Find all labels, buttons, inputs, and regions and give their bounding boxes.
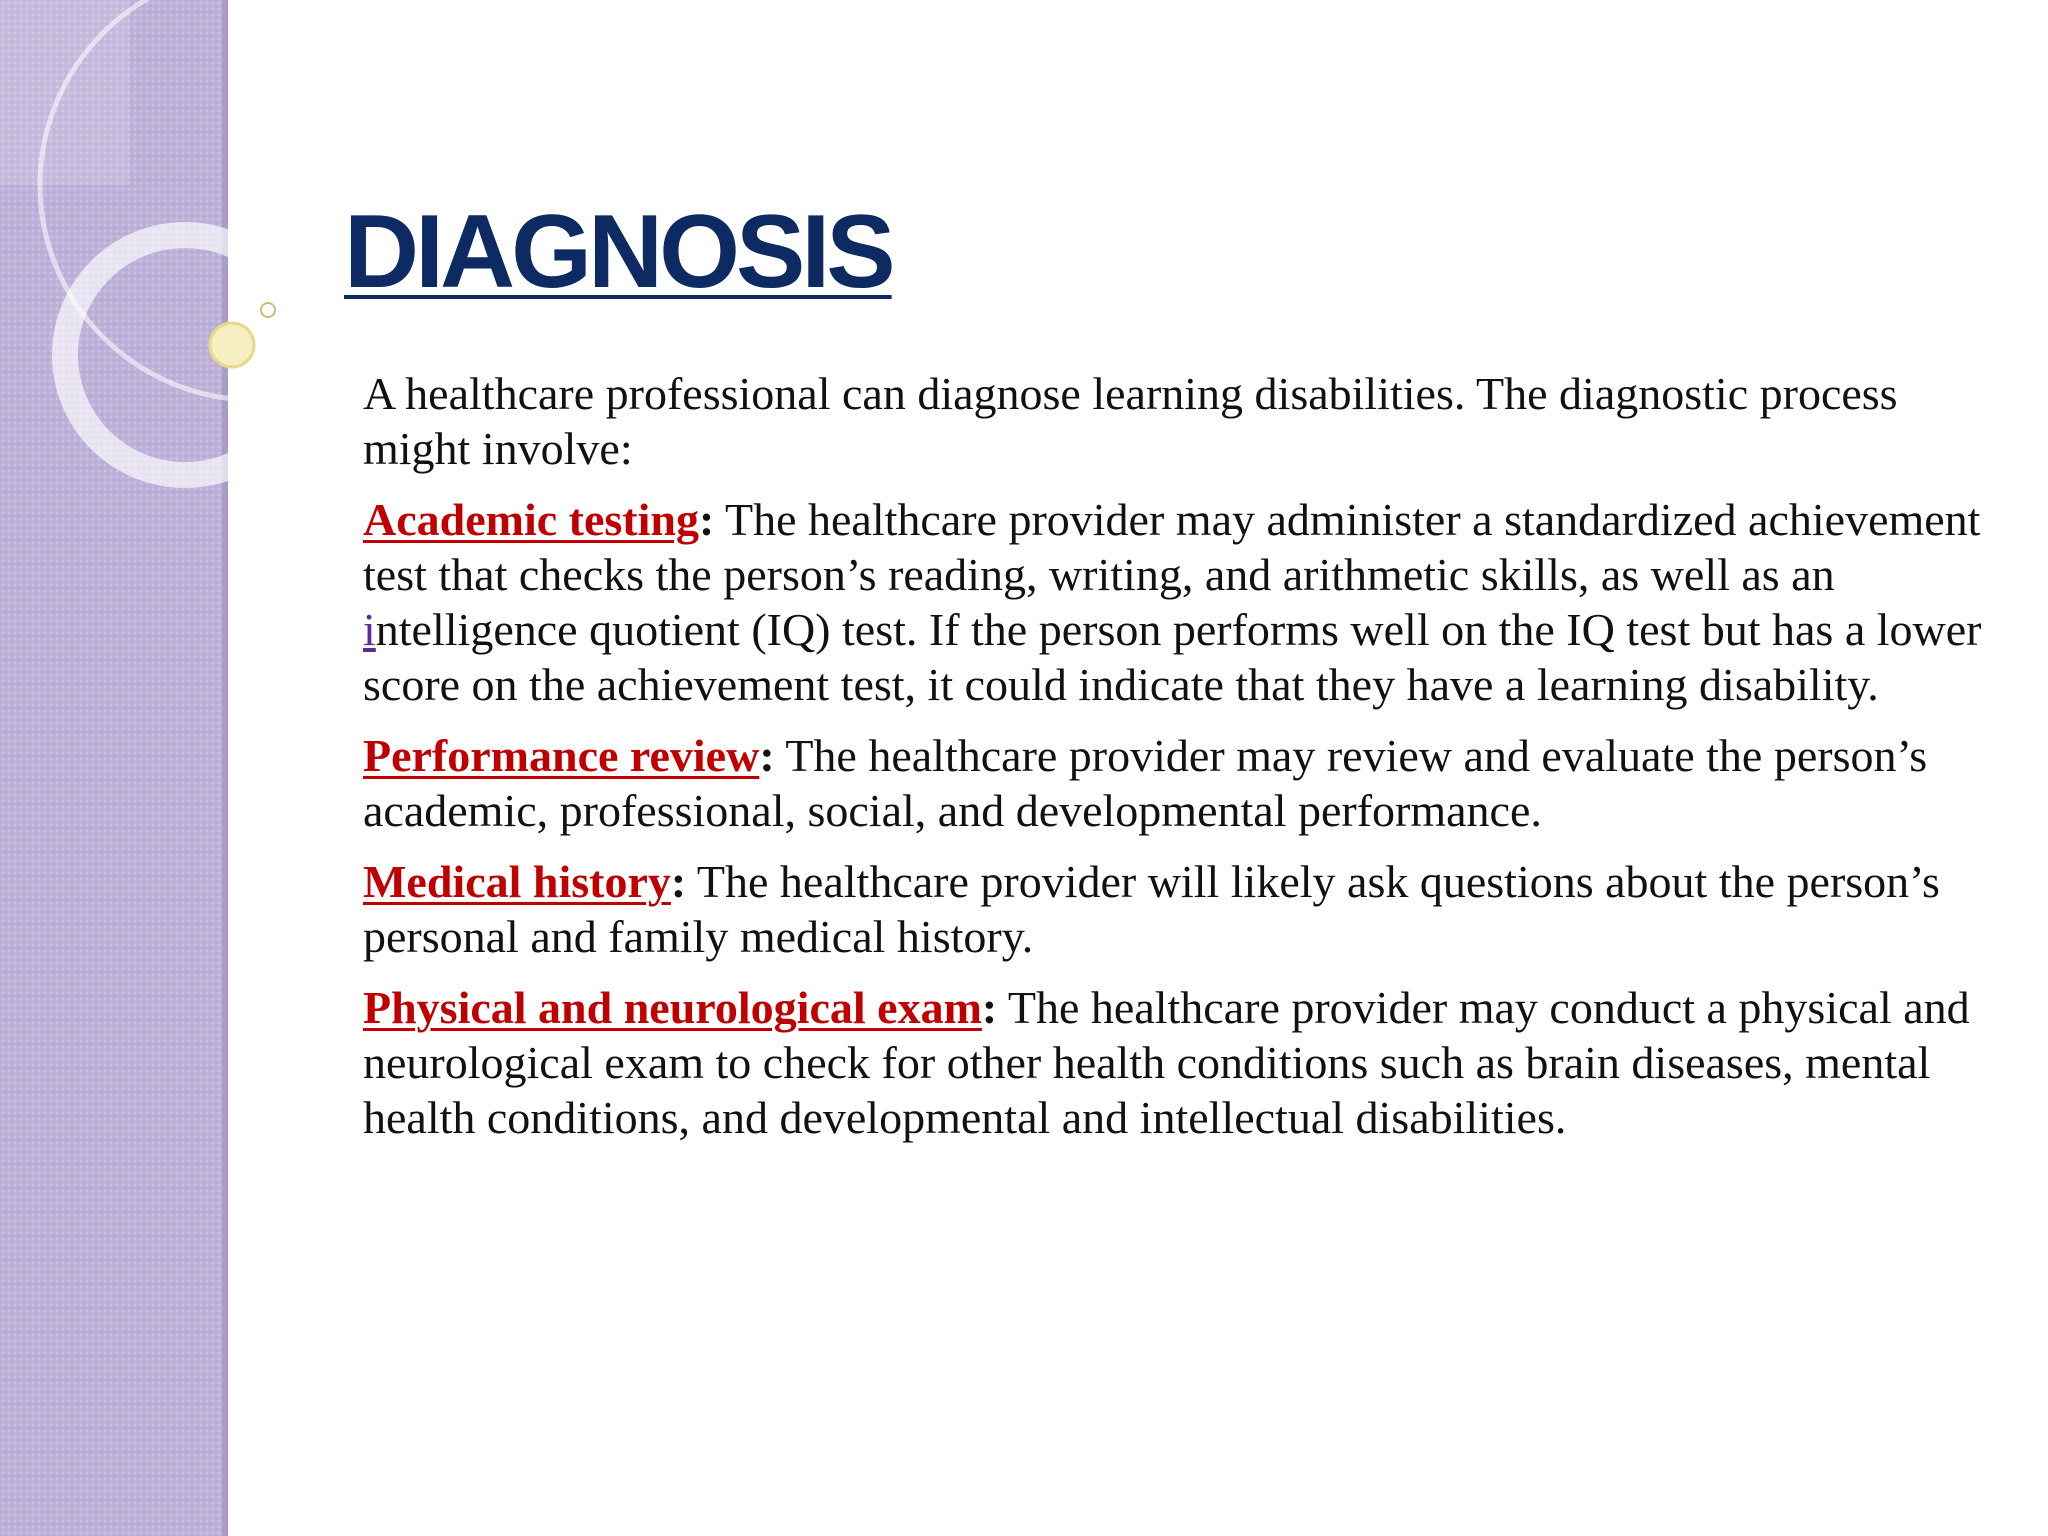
item-text: The healthcare provider may administer a standardized achievement test that checks the person’s reading, writing, and arithmetic skills, as well as an <box>363 494 1981 600</box>
yellow-dot-shape <box>210 323 254 367</box>
slide-body <box>363 366 2003 1161</box>
term-academic-testing[interactable]: Academic testing <box>363 494 699 545</box>
item-text: The healthcare provider will likely ask questions about the person’s personal and family medical history. <box>363 856 1940 962</box>
intro-paragraph: A healthcare professional can diagnose learning disabilities. The diagnostic process might involve: <box>363 368 1898 474</box>
small-ring-shape <box>261 303 275 317</box>
term-colon: : <box>670 856 687 907</box>
decorative-circles <box>0 0 300 520</box>
item-academic-testing <box>363 492 2003 712</box>
term-colon: : <box>981 982 998 1033</box>
item-text: The healthcare provider may review and evaluate the person’s academic, professional, social, and developmental performance. <box>363 730 1928 836</box>
item-text-continued: ntelligence quotient (IQ) test. If the person performs well on the IQ test but has a lower score on the achievement test, it could indicate that they have a learning disability. <box>363 604 1982 710</box>
item-medical-history <box>363 854 2003 964</box>
item-text: The healthcare provider may conduct a physical and neurological exam to check for other health conditions such as brain diseases, mental health conditions, and developmental and intellectual disabilities. <box>363 982 1970 1143</box>
item-physical-neurological-exam <box>363 980 2003 1145</box>
term-medical-history[interactable]: Medical history <box>363 856 671 907</box>
item-performance-review <box>363 728 2003 838</box>
medium-ring-shape <box>65 235 300 475</box>
term-colon: : <box>759 730 775 781</box>
slide-title: DIAGNOSIS <box>344 194 892 310</box>
term-physical-neurological-exam[interactable]: Physical and neurological exam <box>363 982 982 1033</box>
term-colon: : <box>698 494 715 545</box>
term-performance-review[interactable]: Performance review <box>363 730 760 781</box>
intelligence-link[interactable]: i <box>363 604 376 655</box>
